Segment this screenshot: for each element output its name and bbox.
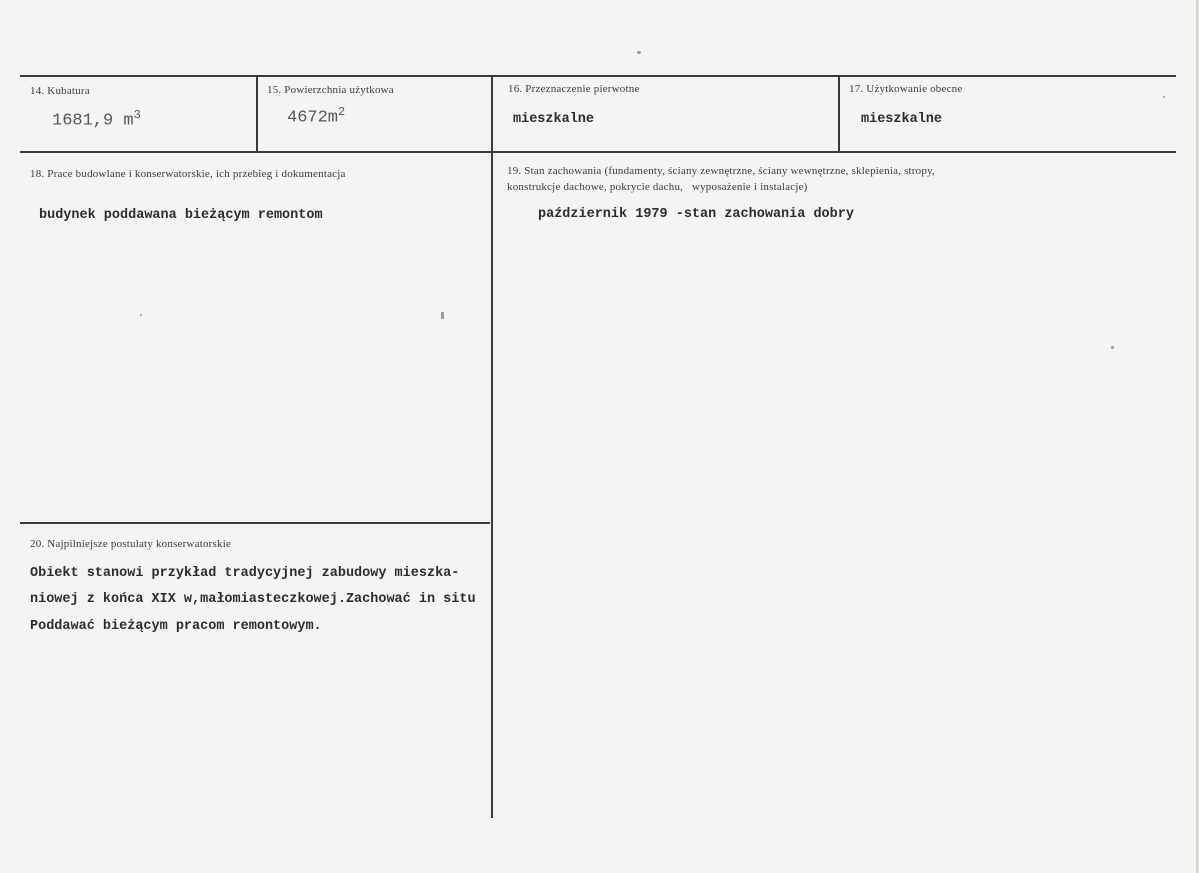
paper-speck [637, 51, 641, 54]
paper-speck [1111, 346, 1114, 349]
paper-speck [140, 314, 142, 316]
powierzchnia-unit-exponent: 2 [338, 105, 346, 119]
powierzchnia-label: 15. Powierzchnia użytkowa [267, 84, 394, 96]
prace-value: budynek poddawana bieżącym remontom [39, 208, 323, 223]
przeznaczenie-label: 16. Przeznaczenie pierwotne [508, 83, 640, 95]
top-rule [20, 75, 1176, 77]
kubatura-label: 14. Kubatura [30, 85, 90, 97]
powierzchnia-number: 4672m [287, 108, 339, 128]
paper-speck [441, 312, 444, 319]
kubatura-value [52, 108, 141, 131]
paper-speck [1163, 96, 1165, 98]
row-divider [20, 151, 1176, 153]
stan-label-line2: konstrukcje dachowe, pokrycie dachu, wyposażenie i instalacje) [507, 181, 808, 193]
col-divider-1 [256, 75, 258, 152]
powierzchnia-value [287, 105, 345, 128]
stan-value: październik 1979 -stan zachowania dobry [538, 207, 854, 222]
przeznaczenie-value: mieszkalne [513, 112, 595, 127]
postulaty-line-3: Poddawać bieżącym pracom remontowym. [30, 619, 322, 634]
stan-label-line1: 19. Stan zachowania (fundamenty, ściany zewnętrzne, ściany wewnętrzne, sklepienia, stropy, [507, 165, 936, 177]
postulaty-line-2: niowej z końca XIX w,małomiasteczkowej.Zachować in situ [30, 592, 476, 607]
postulaty-label: 20. Najpilniejsze postulaty konserwatorskie [30, 538, 232, 550]
uzytkowanie-value: mieszkalne [861, 112, 943, 127]
kubatura-unit-exponent: 3 [133, 108, 141, 122]
postulaty-line-1: Obiekt stanowi przykład tradycyjnej zabudowy mieszka- [30, 566, 460, 581]
col-divider-2 [491, 75, 493, 818]
uzytkowanie-label: 17. Użytkowanie obecne [849, 83, 963, 95]
section-divider [20, 522, 490, 524]
kubatura-number: 1681,9 m [52, 111, 134, 131]
col-divider-3 [838, 75, 840, 152]
prace-label: 18. Prace budowlane i konserwatorskie, ich przebieg i dokumentacja [30, 168, 346, 180]
